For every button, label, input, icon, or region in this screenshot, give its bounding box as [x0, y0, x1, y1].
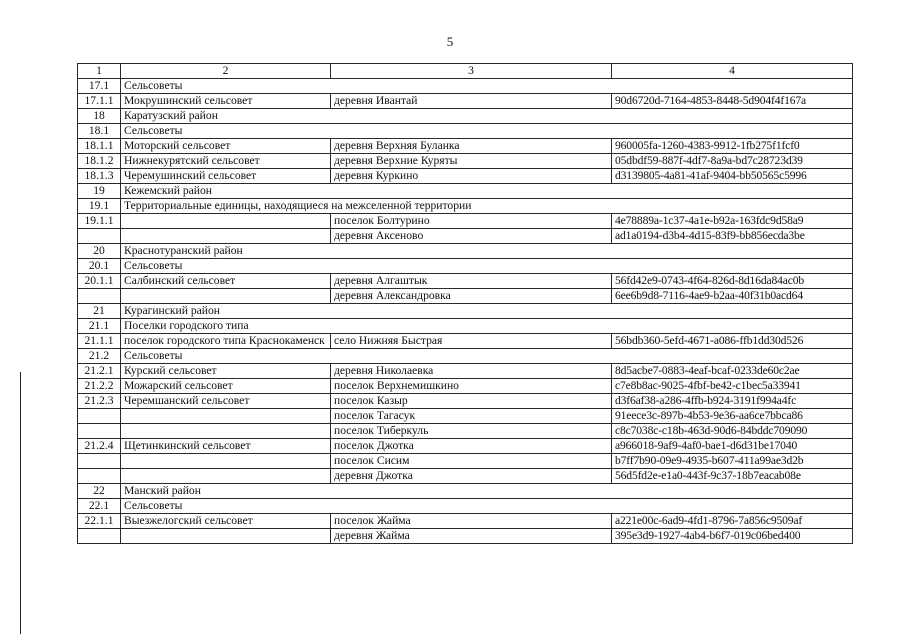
section-title: Сельсоветы [121, 124, 853, 139]
municipality-cell: Выезжелогский сельсовет [121, 514, 331, 529]
settlement-cell: деревня Жайма [331, 529, 612, 544]
guid-cell: c8c7038c-c18b-463d-90d6-84bddc709090 [612, 424, 853, 439]
row-number: 21.2.4 [78, 439, 121, 454]
guid-cell: 56d5fd2e-e1a0-443f-9c37-18b7eacab08e [612, 469, 853, 484]
page-number: 5 [446, 34, 454, 49]
table-row [78, 424, 853, 439]
municipality-cell [121, 409, 331, 424]
municipality-cell: Черемушинский сельсовет [121, 169, 331, 184]
municipality-cell: Можарский сельсовет [121, 379, 331, 394]
row-number: 17.1 [78, 79, 121, 94]
settlement-cell: деревня Аксеново [331, 229, 612, 244]
row-number: 18 [78, 109, 121, 124]
municipality-cell [121, 424, 331, 439]
municipality-cell: Щетинкинский сельсовет [121, 439, 331, 454]
section-row [78, 349, 853, 364]
municipality-cell: Салбинский сельсовет [121, 274, 331, 289]
table-row [78, 469, 853, 484]
section-title: Каратузский район [121, 109, 853, 124]
section-row [78, 259, 853, 274]
table-row [78, 379, 853, 394]
table-body [78, 64, 853, 544]
guid-cell: d3f6af38-a286-4ffb-b924-3191f994a4fc [612, 394, 853, 409]
header-cell-1: 1 [78, 64, 121, 79]
table-row [78, 214, 853, 229]
table-row [78, 94, 853, 109]
table-row [78, 454, 853, 469]
settlement-cell: поселок Сисим [331, 454, 612, 469]
header-cell-2: 2 [121, 64, 331, 79]
table-row [78, 439, 853, 454]
section-title: Сельсоветы [121, 499, 853, 514]
row-number: 21.2.1 [78, 364, 121, 379]
section-row [78, 244, 853, 259]
row-number [78, 424, 121, 439]
row-number: 21.2.2 [78, 379, 121, 394]
municipality-cell: Мокрушинский сельсовет [121, 94, 331, 109]
guid-cell: 91eece3c-897b-4b53-9e36-aa6ce7bbca86 [612, 409, 853, 424]
section-title: Сельсоветы [121, 349, 853, 364]
municipality-cell [121, 214, 331, 229]
table-row [78, 514, 853, 529]
section-row [78, 304, 853, 319]
row-number: 22.1 [78, 499, 121, 514]
row-number: 20 [78, 244, 121, 259]
row-number [78, 289, 121, 304]
table-row [78, 154, 853, 169]
row-number: 21.2.3 [78, 394, 121, 409]
settlement-cell: деревня Николаевка [331, 364, 612, 379]
section-title: Курагинский район [121, 304, 853, 319]
settlement-cell: деревня Алгаштык [331, 274, 612, 289]
table-row [78, 334, 853, 349]
settlement-cell: деревня Верхние Куряты [331, 154, 612, 169]
table-row [78, 139, 853, 154]
section-row [78, 109, 853, 124]
municipality-cell [121, 454, 331, 469]
table-row [78, 529, 853, 544]
settlement-cell: поселок Казыр [331, 394, 612, 409]
settlement-cell: поселок Верхнемишкино [331, 379, 612, 394]
header-cell-4: 4 [612, 64, 853, 79]
section-row [78, 79, 853, 94]
row-number [78, 454, 121, 469]
row-number: 21.2 [78, 349, 121, 364]
municipality-cell: Моторский сельсовет [121, 139, 331, 154]
guid-cell: d3139805-4a81-41af-9404-bb50565c5996 [612, 169, 853, 184]
row-number: 17.1.1 [78, 94, 121, 109]
row-number [78, 469, 121, 484]
settlement-cell: поселок Болтурино [331, 214, 612, 229]
section-row [78, 484, 853, 499]
row-number: 18.1.1 [78, 139, 121, 154]
header-row [78, 64, 853, 79]
settlement-cell: село Нижняя Быстрая [331, 334, 612, 349]
row-number: 21.1 [78, 319, 121, 334]
section-title: Территориальные единицы, находящиеся на межселенной территории [121, 199, 853, 214]
guid-cell: b7ff7b90-09e9-4935-b607-411a99ae3d2b [612, 454, 853, 469]
table-row [78, 169, 853, 184]
table-row [78, 289, 853, 304]
guid-cell: 8d5acbe7-0883-4eaf-bcaf-0233de60c2ae [612, 364, 853, 379]
municipality-cell [121, 229, 331, 244]
row-number: 18.1 [78, 124, 121, 139]
settlement-cell: деревня Верхняя Буланка [331, 139, 612, 154]
margin-line [20, 372, 21, 634]
municipality-cell: Курский сельсовет [121, 364, 331, 379]
guid-cell: a221e00c-6ad9-4fd1-8796-7a856c9509af [612, 514, 853, 529]
section-title: Кежемский район [121, 184, 853, 199]
section-row [78, 124, 853, 139]
municipality-cell [121, 469, 331, 484]
guid-cell: c7e8b8ac-9025-4fbf-be42-c1bec5a33941 [612, 379, 853, 394]
row-number: 21.1.1 [78, 334, 121, 349]
settlement-cell: поселок Жайма [331, 514, 612, 529]
municipality-cell [121, 529, 331, 544]
row-number: 19.1 [78, 199, 121, 214]
settlement-cell: деревня Ивантай [331, 94, 612, 109]
section-title: Сельсоветы [121, 79, 853, 94]
municipality-cell: Черемшанский сельсовет [121, 394, 331, 409]
guid-cell: 4e78889a-1c37-4a1e-b92a-163fdc9d58a9 [612, 214, 853, 229]
table-row [78, 274, 853, 289]
municipality-cell [121, 289, 331, 304]
row-number [78, 229, 121, 244]
municipality-cell: Нижнекурятский сельсовет [121, 154, 331, 169]
settlement-cell: деревня Джотка [331, 469, 612, 484]
guid-cell: 56bdb360-5efd-4671-a086-ffb1dd30d526 [612, 334, 853, 349]
table-row [78, 409, 853, 424]
section-title: Поселки городского типа [121, 319, 853, 334]
row-number: 18.1.3 [78, 169, 121, 184]
section-row [78, 199, 853, 214]
section-row [78, 499, 853, 514]
table-row [78, 229, 853, 244]
guid-cell: 395e3d9-1927-4ab4-b6f7-019c06bed400 [612, 529, 853, 544]
table-row [78, 364, 853, 379]
territory-table [77, 63, 853, 544]
guid-cell: a966018-9af9-4af0-bae1-d6d31be17040 [612, 439, 853, 454]
settlement-cell: поселок Тиберкуль [331, 424, 612, 439]
municipality-cell: поселок городского типа Краснокаменск [121, 334, 331, 349]
row-number [78, 529, 121, 544]
section-title: Сельсоветы [121, 259, 853, 274]
row-number: 22 [78, 484, 121, 499]
guid-cell: 90d6720d-7164-4853-8448-5d904f4f167a [612, 94, 853, 109]
guid-cell: 6ee6b9d8-7116-4ae9-b2aa-40f31b0acd64 [612, 289, 853, 304]
row-number: 19 [78, 184, 121, 199]
section-row [78, 184, 853, 199]
section-title: Манский район [121, 484, 853, 499]
row-number: 21 [78, 304, 121, 319]
section-title: Краснотуранский район [121, 244, 853, 259]
settlement-cell: поселок Тагасук [331, 409, 612, 424]
row-number: 22.1.1 [78, 514, 121, 529]
settlement-cell: поселок Джотка [331, 439, 612, 454]
row-number: 18.1.2 [78, 154, 121, 169]
table-row [78, 394, 853, 409]
guid-cell: ad1a0194-d3b4-4d15-83f9-bb856ecda3be [612, 229, 853, 244]
settlement-cell: деревня Куркино [331, 169, 612, 184]
header-cell-3: 3 [331, 64, 612, 79]
settlement-cell: деревня Александровка [331, 289, 612, 304]
guid-cell: 960005fa-1260-4383-9912-1fb275f1fcf0 [612, 139, 853, 154]
section-row [78, 319, 853, 334]
row-number: 20.1 [78, 259, 121, 274]
row-number: 19.1.1 [78, 214, 121, 229]
guid-cell: 56fd42e9-0743-4f64-826d-8d16da84ac0b [612, 274, 853, 289]
guid-cell: 05dbdf59-887f-4df7-8a9a-bd7c28723d39 [612, 154, 853, 169]
row-number: 20.1.1 [78, 274, 121, 289]
row-number [78, 409, 121, 424]
